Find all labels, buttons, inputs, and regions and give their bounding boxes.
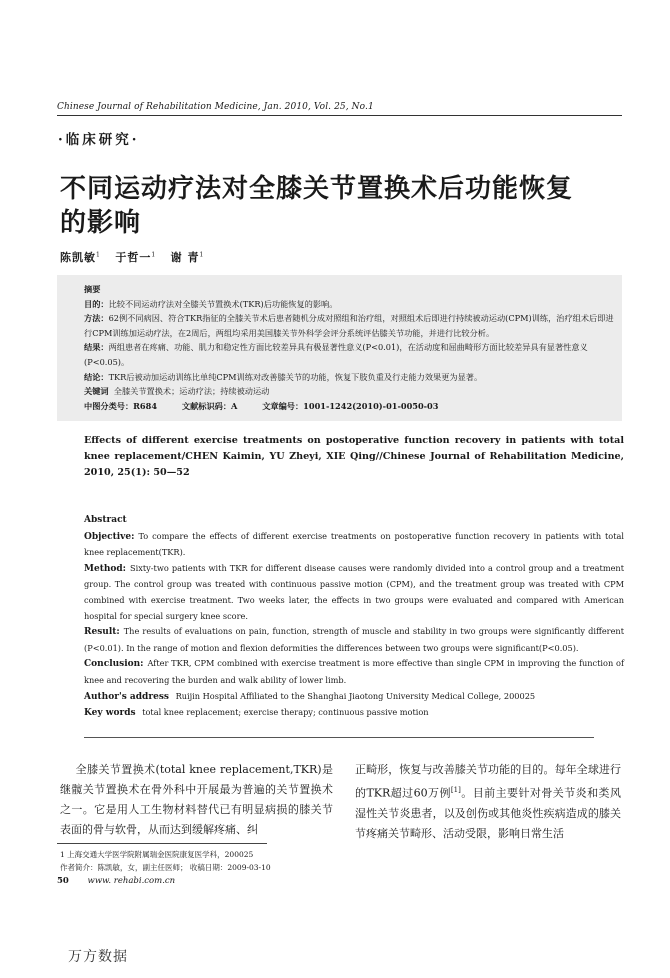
author-name: 于哲一 <box>115 251 152 264</box>
author-name: 谢 青 <box>170 251 200 264</box>
footnote-rule <box>57 843 267 844</box>
result-text: 两组患者在疼痛、功能、肌力和稳定性方面比较差异具有极显著性意义(P<0.01)，在活动度和屈曲畸形方面比较差异具有显著性意义(P<0.05)。 <box>84 342 588 367</box>
author-name: 陈凯敏 <box>60 251 96 264</box>
website-link[interactable]: www. rehabi.com.cn <box>87 876 176 886</box>
en-method-text: Sixty-two patients with TKR for different disease causes were randomly divided into a control group and a treatment group. The control group was treated with continuous passive motion (CPM), and the treatment group was treated with CPM combined with exercise treatment. Two weeks later, the effects in two groups were evaluated and compared with American hospital for special surgery knee score. <box>84 562 624 621</box>
watermark: 万方数据 <box>68 949 128 965</box>
author-affiliation: 1 <box>96 251 101 259</box>
en-address-label: Author's address <box>84 691 169 702</box>
en-conclusion-label: Conclusion: <box>84 659 144 670</box>
objective-text: 比较不同运动疗法对全膝关节置换术(TKR)后功能恢复的影响。 <box>108 298 338 309</box>
body-column-right <box>355 760 621 844</box>
result-label: 结果： <box>84 342 109 353</box>
en-keywords-text: total knee replacement; exercise therapy; continuous passive motion <box>142 707 429 718</box>
article-title: 不同运动疗法对全膝关节置换术后功能恢复的影响 <box>60 174 574 238</box>
affiliation-footnote: 1 上海交通大学医学院附属瑞金医院康复医学科，200025 <box>60 850 254 859</box>
english-citation-title: Effects of different exercise treatments on postoperative function recovery in patients with total knee replacement/CHEN Kaimin, YU Zheyi, XIE Qing//Chinese Journal of Rehabilitation Medicine, 2010, 25(1): 50—52 <box>84 435 624 478</box>
clc-number: 中图分类号：R684 <box>84 400 158 411</box>
body-paragraph: 正畸形，恢复与改善膝关节功能的目的。每年全球进行的TKR超过60万例 <box>355 763 621 800</box>
author-list <box>60 249 204 265</box>
conclusion-text: TKR后被动加运动训练比单纯CPM训练对改善膝关节的功能，恢复下肢负重及行走能力效果更为显著。 <box>108 371 483 382</box>
english-abstract <box>84 512 624 722</box>
en-keywords-label: Key words <box>84 708 136 719</box>
page-footer <box>57 876 175 886</box>
en-result-text: The results of evaluations on pain, function, strength of muscle and stability in two groups were significantly different (P<0.01). In the range of motion and flexion deformities the differences between two groups were significant(P<0.05). <box>84 626 624 653</box>
keywords-text: 全膝关节置换术；运动疗法；持续被动运动 <box>113 386 270 397</box>
page-number: 50 <box>57 876 69 886</box>
abstract-end-rule <box>84 737 594 738</box>
abstract-heading: 摘要 <box>84 284 101 294</box>
author-intro-footnote: 作者简介：陈凯敏，女，副主任医师； 收稿日期：2009-03-10 <box>60 863 271 872</box>
body-paragraph: 。目前主要针对骨关节炎和类风湿性关节炎患者，以及创伤或其他炎性疾病造成的膝关节疼痛关节畸形、活动受限，影响日常生活 <box>355 786 621 840</box>
author-affiliation: 1 <box>151 251 157 259</box>
document-code: 文献标识码：A <box>181 400 238 411</box>
body-column-left <box>60 760 333 840</box>
citation-marker: [1] <box>450 786 461 794</box>
body-paragraph: 全膝关节置换术(total knee replacement,TKR)是继髋关节置换术在骨外科中开展最为普遍的关节置换术之一。它是用人工生物材料替代已有明显病损的膝关节表面的骨与软骨，从而达到缓解疼痛、纠 <box>60 763 333 836</box>
method-text: 62例不同病因、符合TKR指征的全膝关节术后患者随机分成对照组和治疗组，对照组术后即进行持续被动运动(CPM)训练，治疗组术后即进行CPM训练加运动疗法，在2周后，两组均采用美国膝关节外科学会评分系统评估膝关节功能，并进行比较分析。 <box>84 313 614 338</box>
journal-header: Chinese Journal of Rehabilitation Medicine, Jan. 2010, Vol. 25, No.1 <box>57 102 374 112</box>
header-rule <box>57 115 622 116</box>
en-conclusion-text: After TKR, CPM combined with exercise treatment is more effective than single CPM in improving the function of knee and recovering the burden and walk ability of lower limb. <box>84 658 624 685</box>
keywords-label: 关键词 <box>84 386 109 397</box>
footnotes <box>60 848 271 874</box>
chinese-abstract <box>84 282 614 413</box>
section-label: ·临床研究· <box>58 132 140 148</box>
en-result-label: Result: <box>84 627 120 638</box>
objective-label: 目的： <box>84 298 109 309</box>
en-method-label: Method: <box>84 563 127 574</box>
conclusion-label: 结论： <box>84 371 109 382</box>
author-affiliation: 1 <box>199 251 205 259</box>
en-objective-text: To compare the effects of different exercise treatments on postoperative function recovery in patients with total knee replacement(TKR). <box>84 530 624 558</box>
en-address-text: Ruijin Hospital Affiliated to the Shanghai Jiaotong University Medical College, 200025 <box>175 690 536 701</box>
article-number: 文章编号：1001-1242(2010)-01-0050-03 <box>262 400 439 411</box>
english-abstract-heading: Abstract <box>84 515 127 525</box>
method-label: 方法： <box>84 313 109 324</box>
en-objective-label: Objective: <box>84 531 135 542</box>
